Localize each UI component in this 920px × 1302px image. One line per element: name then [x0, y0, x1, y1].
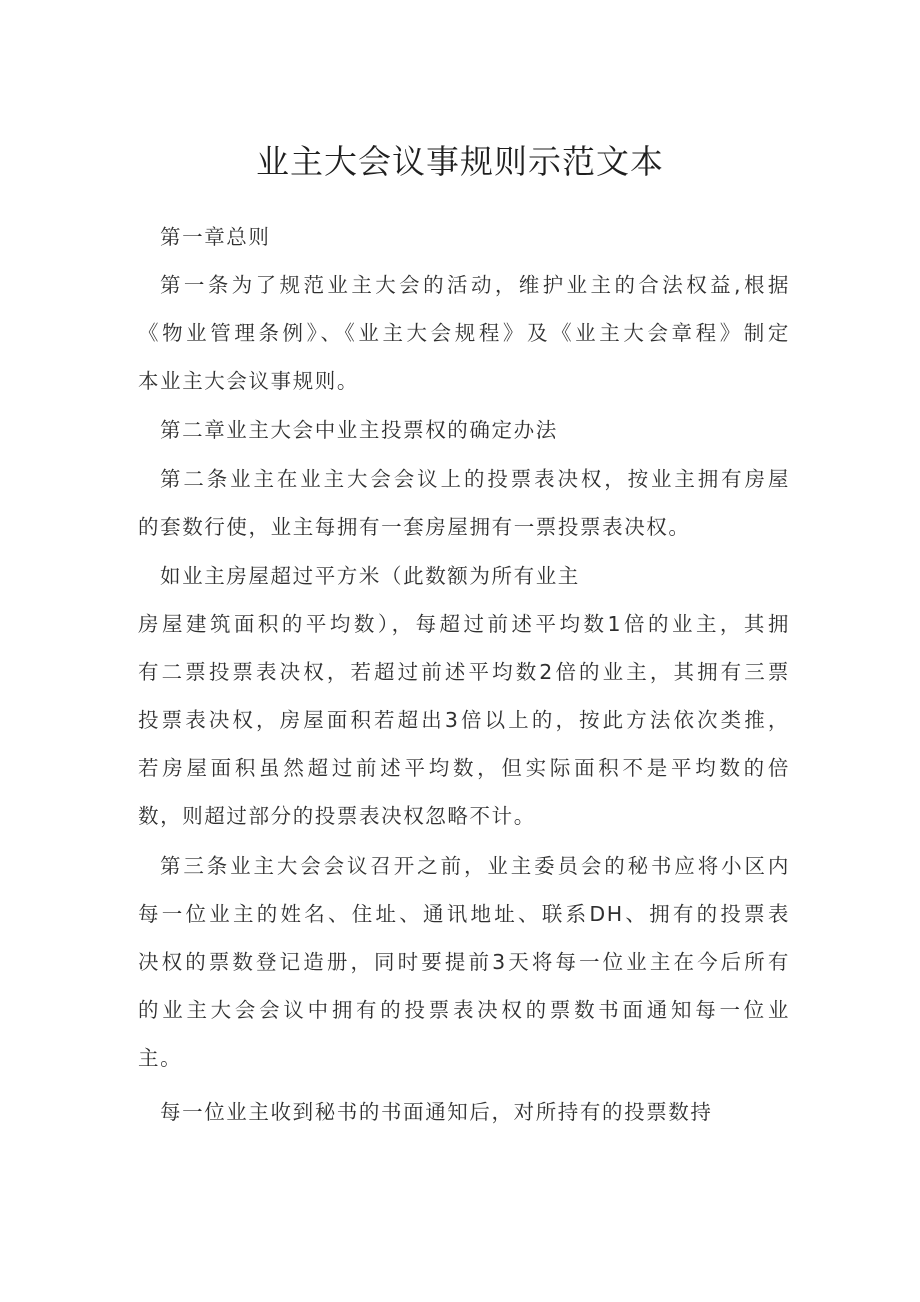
article-3-line-5: 主。 [138, 1046, 183, 1070]
document-title: 业主大会议事规则示范文本 [256, 142, 664, 181]
article-3-line-2: 每一位业主的姓名、住址、通讯地址、联系DH、拥有的投票表 [138, 902, 790, 926]
chapter-1-heading: 第一章总则 [160, 225, 271, 249]
article-3-line-4: 的业主大会会议中拥有的投票表决权的票数书面通知每一位业 [138, 998, 790, 1022]
area-clause-line-5: 若房屋面积虽然超过前述平均数，但实际面积不是平均数的倍 [138, 756, 790, 780]
area-clause-line-2: 房屋建筑面积的平均数），每超过前述平均数1倍的业主，其拥 [138, 612, 790, 636]
area-clause-line-1: 如业主房屋超过平方米（此数额为所有业主 [160, 564, 580, 588]
article-3-line-3: 决权的票数登记造册，同时要提前3天将每一位业主在今后所有 [138, 950, 790, 974]
chapter-2-heading: 第二章业主大会中业主投票权的确定办法 [160, 418, 558, 442]
area-clause-line-6: 数，则超过部分的投票表决权忽略不计。 [138, 804, 536, 828]
article-2-line-2: 的套数行使，业主每拥有一套房屋拥有一票投票表决权。 [138, 515, 691, 539]
article-2-line-1: 第二条业主在业主大会会议上的投票表决权，按业主拥有房屋 [160, 467, 790, 491]
article-3-line-1: 第三条业主大会会议召开之前，业主委员会的秘书应将小区内 [160, 854, 790, 878]
area-clause-line-4: 投票表决权，房屋面积若超出3倍以上的，按此方法依次类推， [138, 708, 790, 732]
article-1-line-2: 《物业管理条例》、《业主大会规程》及《业主大会章程》制定 [138, 321, 790, 345]
article-1-line-1: 第一条为了规范业主大会的活动，维护业主的合法权益,根据 [160, 273, 790, 297]
article-1-line-3: 本业主大会议事规则。 [138, 369, 359, 393]
notice-clause-line-1: 每一位业主收到秘书的书面通知后，对所持有的投票数持 [160, 1100, 713, 1124]
area-clause-line-3: 有二票投票表决权，若超过前述平均数2倍的业主，其拥有三票 [138, 660, 790, 684]
